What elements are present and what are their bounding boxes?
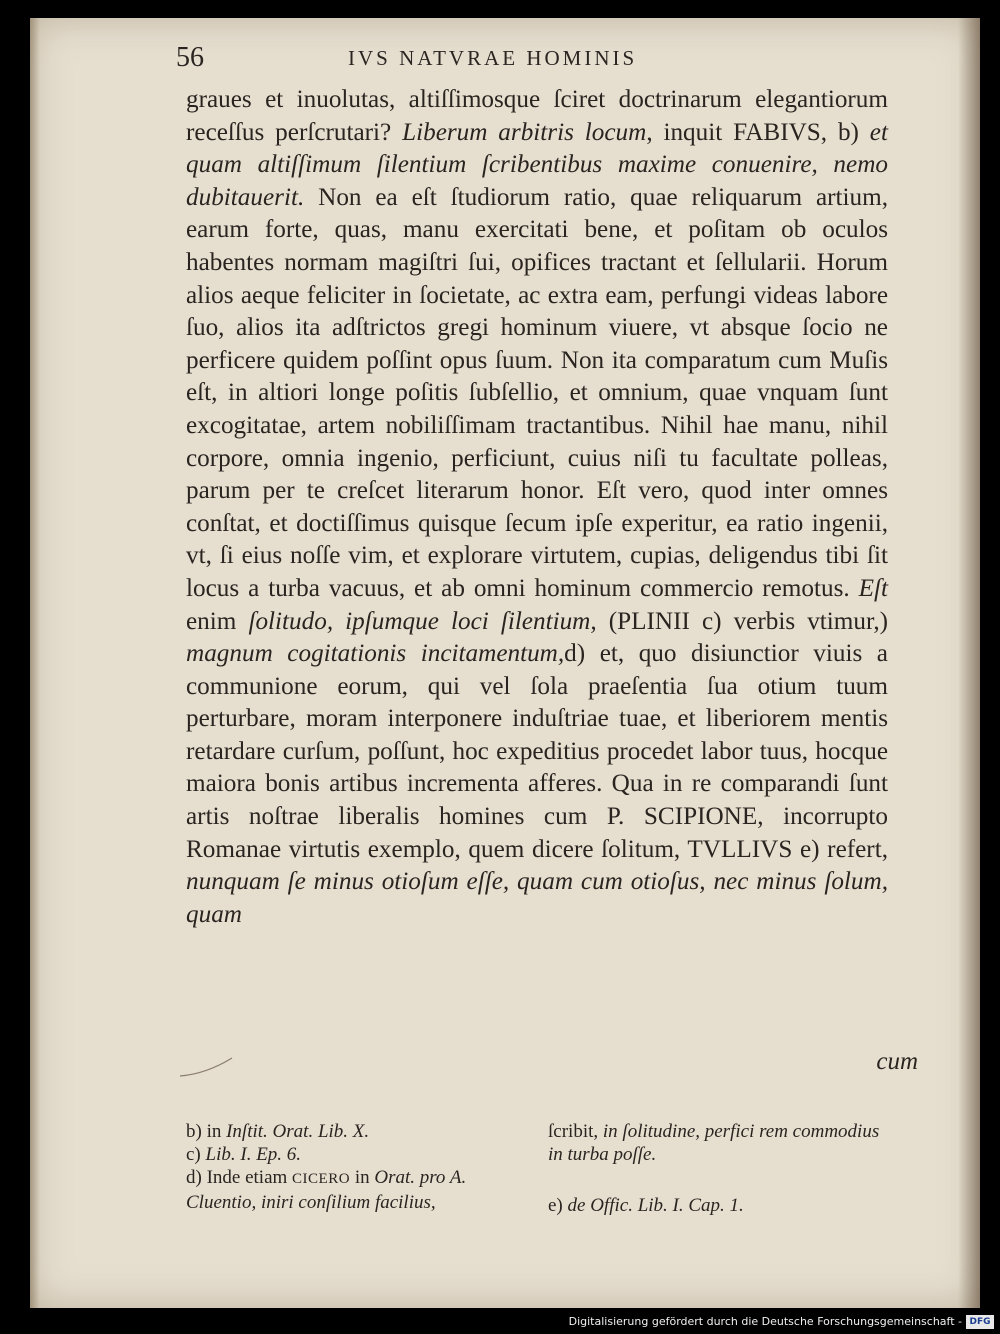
- footnote-d: [186, 1166, 531, 1214]
- text-run: Non ea eſt ſtudiorum ratio, quae reliquarum artium, earum forte, quas, manu exercitati bene, et poſitam ob oculos habentes normam magiſtri ſui, opifices tractant et ſellularii. Horum alios aeque feliciter in ſocietate, ac extra eam, perfungi videas labore ſuo, alios ita adſtrictos gregi hominum viuere, vt absque ſocio ne perficere quidem poſſint opus ſuum. Non ita comparatum cum Muſis eſt, in altiori longe poſitis ſubſellio, et omnium, quae vnquam ſunt excogitatae, artem nobiliſſimam tractantibus. Nihil hae manu, nihil corpore, omnia ingenio, perficiunt, cuius niſi tu facultate polleas, parum per te creſcet literarum honor. Eſt vero, quod inter omnes conſtat, et doctiſſimus quisque ſecum ipſe experitur, ea ratio ingenii, vt, ſi eius noſſe vim, et explorare virtutem, cupias, deligendus tibi ſit locus a turba vacuus, et ab omni hominum commercio remotus.: [186, 183, 889, 602]
- footnote-ref: Inſtit. Orat. Lib. X.: [226, 1121, 370, 1142]
- footnote-d-continued: [548, 1120, 888, 1166]
- spine-shadow: [958, 18, 980, 1308]
- italic-run: nunquam ſe minus otioſum eſſe, quam cum otioſus, nec minus ſolum, quam: [186, 868, 888, 928]
- text-run: graues et inuolutas, altiſſimosque ſciret doctrinarum elegantiorum receſſus perſcrutari?: [186, 86, 888, 146]
- footnote-ref: Orat. pro A. Cluentio, iniri conſilium facilius,: [186, 1167, 467, 1213]
- footnote-marker: b) in: [186, 1121, 222, 1142]
- digitization-bar: [0, 1308, 1000, 1334]
- italic-run: Liberum arbitris locum: [402, 118, 647, 146]
- footnote-marker: d) Inde etiam: [186, 1167, 288, 1188]
- footnote-text: in: [354, 1167, 370, 1188]
- footnote-e: [548, 1194, 888, 1217]
- footnote-marker: e): [548, 1195, 563, 1216]
- italic-run: Eſt: [858, 574, 889, 602]
- footnote-author: CICERO: [292, 1171, 351, 1187]
- footnote-marker: c): [186, 1144, 201, 1165]
- page-edge-shadow: [30, 18, 40, 1308]
- footnote-ref: de Offic. Lib. I. Cap. 1.: [567, 1195, 744, 1216]
- pencil-mark-icon: [176, 1052, 236, 1082]
- text-run: d) et, quo disiunctior viuis a communione eorum, qui vel ſola praeſentia ſua otium tuum perturbare, moram interponere induſtriae tuae, et liberiorem mentis retardare curſum, poſſunt, hoc expeditius procedet labor tuus, hocque maiora bonis artibus incrementa afferes. Qua in re comparandi ſunt artis noſtrae liberalis homines cum P. SCIPIONE, incorrupto Romanae virtutis exemplo, quem dicere ſolitum, TVLLIVS e) refert,: [186, 640, 888, 863]
- footnotes-left-column: [186, 1120, 531, 1214]
- italic-run: ſolitudo, ipſumque loci ſilentium,: [248, 607, 597, 635]
- page-header: [176, 42, 866, 76]
- footnote-b: [186, 1120, 531, 1143]
- main-text: [186, 84, 888, 931]
- page-number: 56: [176, 42, 204, 73]
- footnote-text: ſcribit,: [548, 1121, 599, 1142]
- dfg-logo-icon: DFG: [966, 1315, 994, 1329]
- footnotes-right-column: [548, 1120, 888, 1217]
- text-run: (PLINII c) verbis vtimur,): [608, 607, 889, 635]
- paragraph: [186, 84, 888, 931]
- text-run: enim: [186, 607, 237, 635]
- catchword: cum: [876, 1048, 918, 1075]
- digitization-credit: Digitalisierung gefördert durch die Deutsche Forschungsgemeinschaft -: [568, 1315, 962, 1328]
- footnote-ref: Lib. I. Ep. 6.: [205, 1144, 302, 1165]
- footnote-ref: in ſolitudine, perfici rem commodius in turba poſſe.: [548, 1121, 880, 1165]
- italic-run: magnum cogitationis incitamentum,: [186, 640, 565, 668]
- footnote-c: [186, 1143, 531, 1166]
- text-run: , inquit FABIVS, b): [646, 118, 859, 146]
- running-head: IVS NATVRAE HOMINIS: [348, 46, 638, 70]
- italic-run: et quam altiſſimum ſilentium ſcribentibus maxime conuenire, nemo dubitauerit.: [186, 118, 888, 211]
